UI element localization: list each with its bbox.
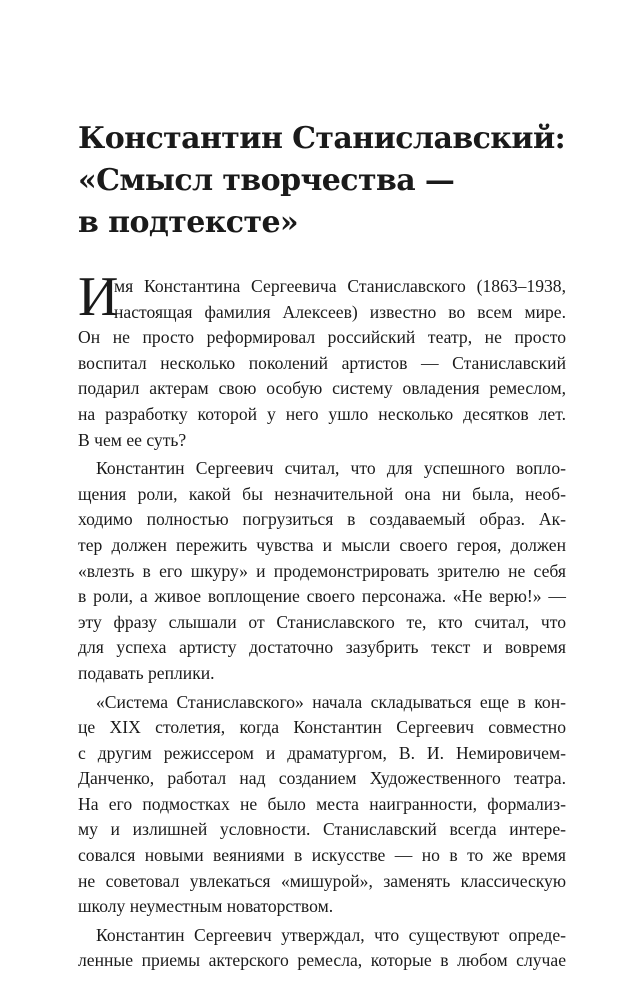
chapter-title-line: Константин Станиславский:: [78, 121, 566, 156]
text-line: Константин Сергеевич утверждал, что существуют опреде-: [96, 924, 566, 945]
paragraph: [78, 456, 566, 686]
paragraph: [78, 923, 566, 974]
chapter-title: [78, 118, 566, 244]
text-line: воспитал несколько поколений артистов — Станиславский: [78, 352, 566, 373]
text-line: На его подмостках не было места наигранности, формализ-: [78, 793, 566, 814]
paragraph: [78, 690, 566, 920]
drop-cap: И: [78, 266, 119, 328]
text-line: эту фразу слышали от Станиславского те, кто считал, что: [78, 611, 566, 632]
text-line: подарил актерам свою особую систему овладения ремеслом,: [78, 378, 566, 399]
text-line: не советовал увлекаться «мишурой», заменять классическую: [78, 870, 566, 891]
text-line: В чем ее суть?: [78, 429, 187, 450]
text-line: Он не просто реформировал российский театр, не просто: [78, 327, 566, 348]
text-line: Данченко, работал над созданием Художественного театра.: [78, 768, 566, 789]
text-line: для успеха артисту достаточно зазубрить текст и вовремя: [78, 637, 566, 658]
text-line: в роли, а живое воплощение своего персонажа. «Не верю!» —: [78, 586, 566, 607]
book-page: [78, 0, 566, 1000]
text-line: му и излишней условности. Станиславский всегда интере-: [78, 819, 566, 840]
text-line: ходимо полностью погрузиться в создаваемый образ. Ак-: [78, 509, 566, 530]
text-line: це XIX столетия, когда Константин Сергеевич совместно: [78, 717, 566, 738]
text-line: щения роли, какой бы незначительной она ни была, необ-: [78, 483, 566, 504]
chapter-title-line: «Смысл творчества —: [78, 163, 455, 198]
text-line: школу неуместным новаторством.: [78, 896, 334, 917]
text-line: «Система Станиславского» начала складываться еще в кон-: [96, 691, 566, 712]
text-line: на разработку которой у него ушло несколько десятков лет.: [78, 403, 566, 424]
text-line-content: мя Константина Сергеевича Станиславского (1863–1938,: [114, 276, 566, 296]
chapter-body: [78, 266, 566, 974]
text-line: Константин Сергеевич считал, что для успешного вопло-: [96, 458, 566, 479]
text-line: с другим режиссером и драматургом, В. И. Немировичем-: [78, 742, 566, 763]
text-line: тер должен пережить чувства и мысли своего героя, должен: [78, 534, 566, 555]
text-line: «влезть в его шкуру» и продемонстрировать зрителю не себя: [78, 560, 566, 581]
text-line: ленные приемы актерского ремесла, которые в любом случае: [78, 950, 566, 971]
text-line: совался новыми веяниями в искусстве — но в то же время: [78, 845, 566, 866]
text-line: подавать реплики.: [78, 662, 215, 683]
chapter-title-line: в подтексте»: [78, 205, 299, 240]
text-line: настоящая фамилия Алексеев) известно во всем мире.: [114, 301, 566, 322]
paragraph: [78, 266, 566, 453]
